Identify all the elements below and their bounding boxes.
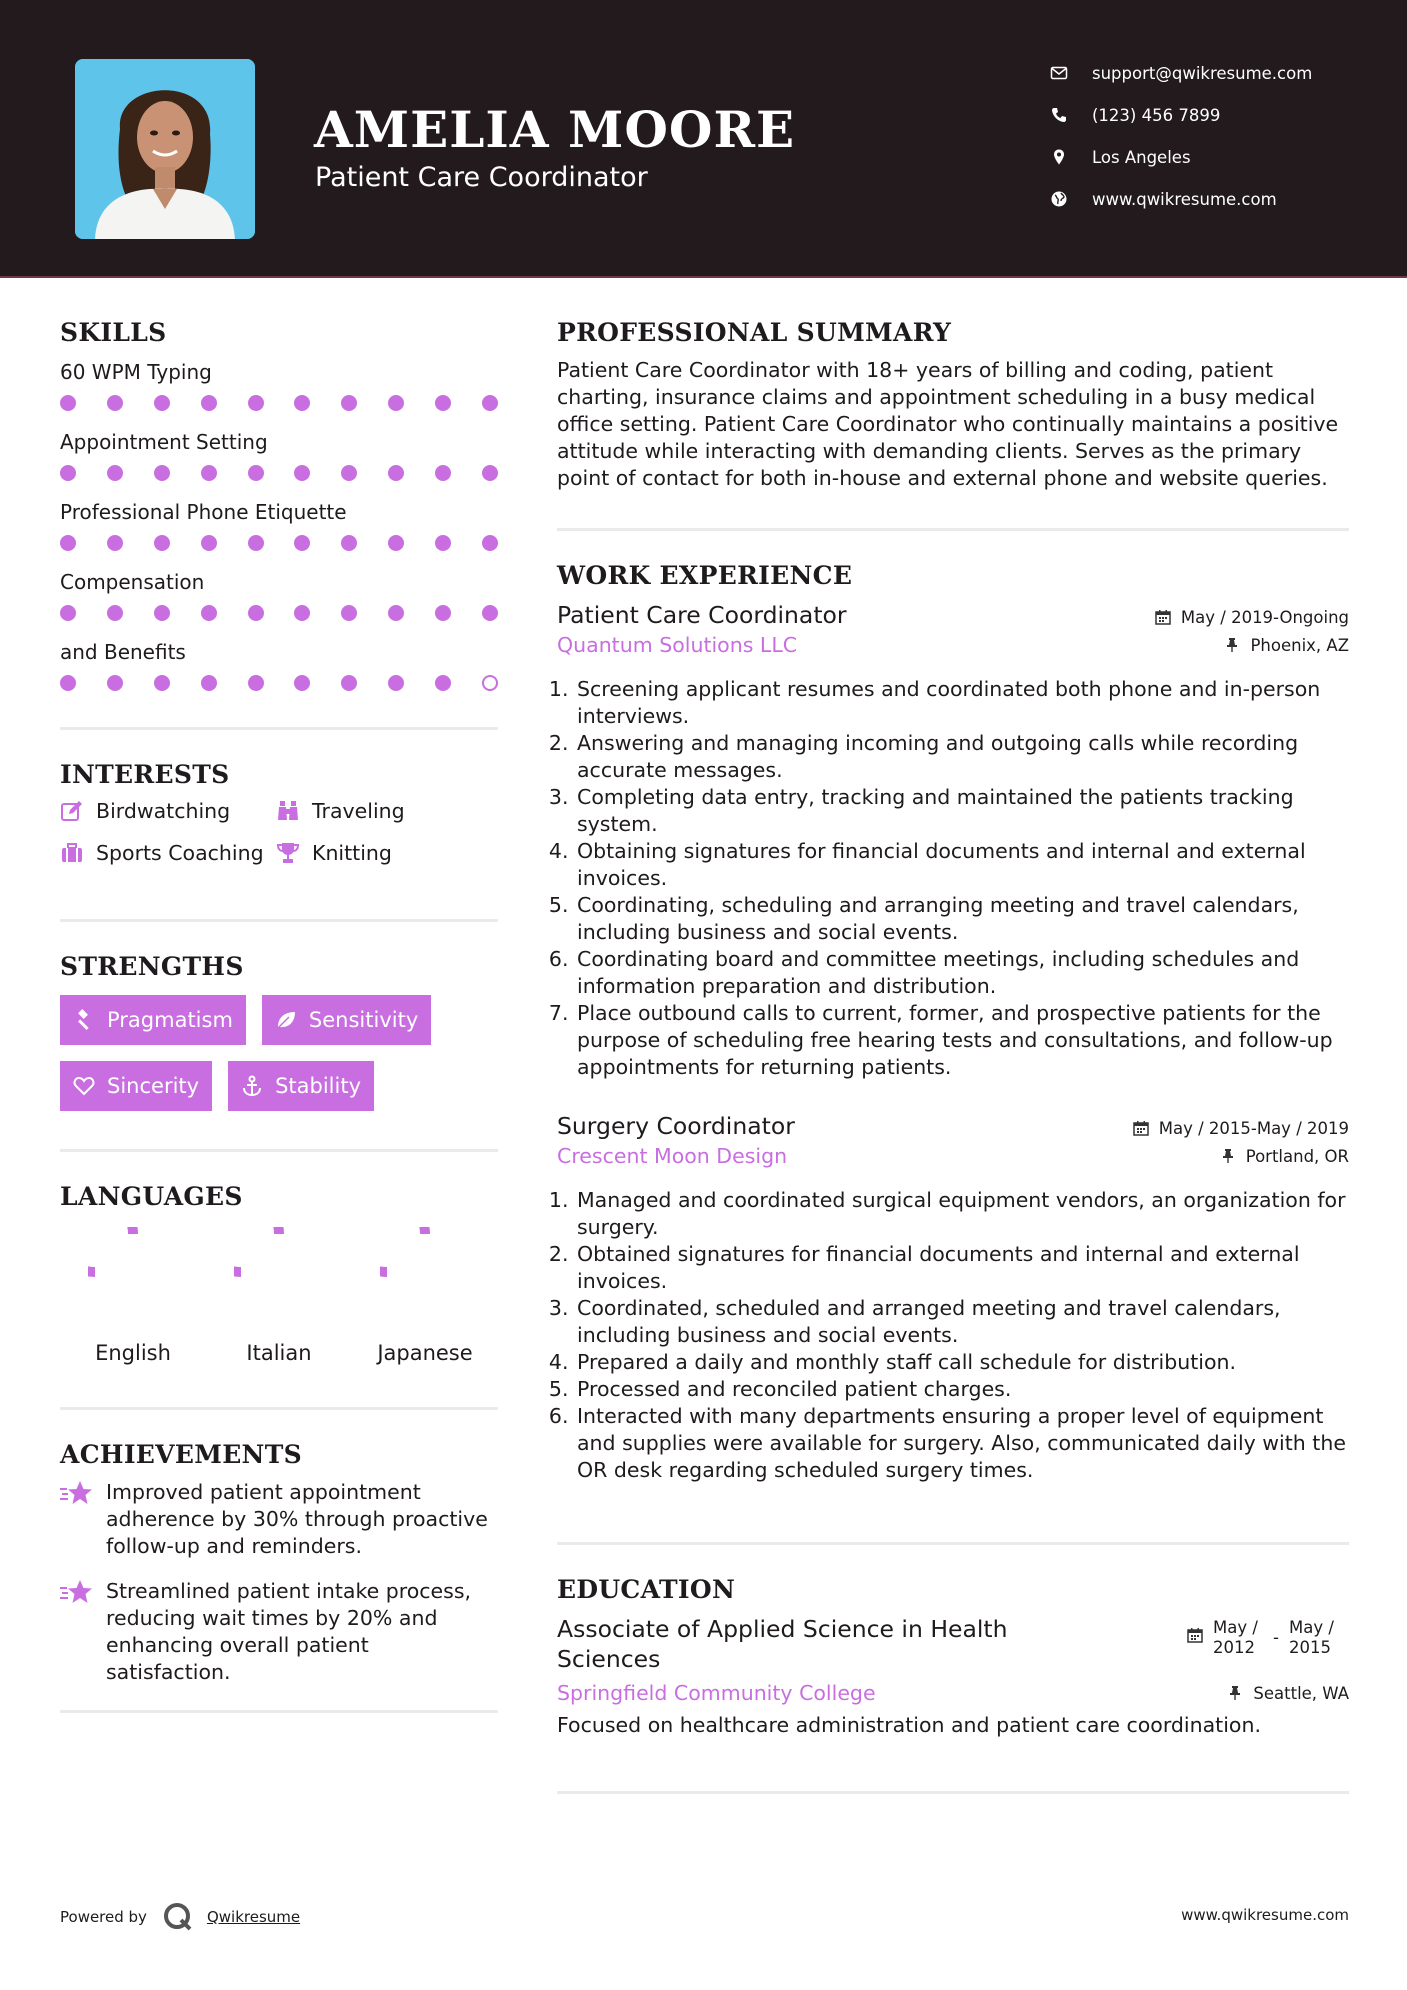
candidate-name: AMELIA MOORE xyxy=(314,100,796,159)
rating-dot-filled xyxy=(435,675,451,691)
rating-dot-filled xyxy=(154,535,170,551)
rating-dot-filled xyxy=(341,535,357,551)
rating-dot-filled xyxy=(60,605,76,621)
achievement-text: Streamlined patient intake process, reducing wait times by 20% and enhancing overall patient satisfaction. xyxy=(106,1579,472,1684)
section-divider xyxy=(60,727,498,730)
anchor-icon xyxy=(241,1075,263,1097)
strength-tag xyxy=(60,1061,212,1111)
degree-name: Associate of Applied Science in Health Sciences xyxy=(557,1615,1008,1673)
job-dates-text: May / 2015-May / 2019 xyxy=(1158,1118,1349,1138)
language-name: Japanese xyxy=(377,1341,473,1365)
pushpin-icon xyxy=(1220,1148,1236,1164)
interests-title: INTERESTS xyxy=(60,760,230,789)
education-section xyxy=(557,1575,1349,1739)
rating-dot-filled xyxy=(435,395,451,411)
footer-website[interactable]: www.qwikresume.com xyxy=(1181,1906,1349,1924)
job-location xyxy=(1224,632,1349,658)
interest-item xyxy=(60,799,276,823)
interest-label: Knitting xyxy=(312,841,392,865)
leaf-icon xyxy=(275,1009,297,1031)
experience-title: WORK EXPERIENCE xyxy=(557,561,853,590)
strengths-list xyxy=(60,995,498,1111)
job-dates xyxy=(1133,1115,1349,1141)
responsibility-item: 4. Obtaining signatures for financial documents and internal and external invoices. xyxy=(575,838,1349,892)
language-name: English xyxy=(95,1341,171,1365)
skill-name: Professional Phone Etiquette xyxy=(60,500,347,524)
responsibility-item: 1. Screening applicant resumes and coordinated both phone and in-person interviews. xyxy=(575,676,1349,730)
date-separator: - xyxy=(1273,1628,1279,1647)
achievement-item xyxy=(60,1578,498,1686)
rating-dot-filled xyxy=(60,465,76,481)
languages-title: LANGUAGES xyxy=(60,1182,243,1211)
brand-link[interactable]: Qwikresume xyxy=(206,1908,301,1926)
rating-dot-filled xyxy=(248,535,264,551)
language-name: Italian xyxy=(246,1341,312,1365)
star-icon xyxy=(60,1479,94,1507)
company-name: Quantum Solutions LLC xyxy=(557,633,798,657)
skills-title: SKILLS xyxy=(60,318,167,347)
rating-dot-filled xyxy=(482,535,498,551)
achievements-title: ACHIEVEMENTS xyxy=(60,1440,302,1469)
section-divider xyxy=(557,1542,1349,1545)
language-item xyxy=(60,1227,206,1365)
rating-dot-filled xyxy=(482,605,498,621)
contact-location-text: Los Angeles xyxy=(1092,147,1191,167)
pushpin-icon xyxy=(1227,1685,1243,1701)
school-name: Springfield Community College xyxy=(557,1681,876,1705)
language-proficiency-ring xyxy=(88,1227,178,1317)
job-entry xyxy=(557,600,1349,1081)
section-divider xyxy=(557,1791,1349,1794)
skill-rating xyxy=(60,605,498,621)
rating-dot-filled xyxy=(107,675,123,691)
education-header xyxy=(557,1614,1349,1674)
rating-dot-filled xyxy=(60,535,76,551)
rating-dot-filled xyxy=(248,675,264,691)
qwikresume-logo-icon xyxy=(161,1900,195,1934)
job-title: Surgery Coordinator xyxy=(557,1112,795,1140)
rating-dot-filled xyxy=(154,675,170,691)
calendar-icon xyxy=(1155,609,1171,625)
rating-dot-filled xyxy=(201,605,217,621)
rating-dot-filled xyxy=(482,395,498,411)
rating-dot-filled xyxy=(341,605,357,621)
strengths-title: STRENGTHS xyxy=(60,952,244,981)
job-title: Patient Care Coordinator xyxy=(557,601,847,629)
rating-dot-filled xyxy=(388,605,404,621)
summary-title: PROFESSIONAL SUMMARY xyxy=(557,318,952,347)
rating-dot-filled xyxy=(294,465,310,481)
contact-website-text: www.qwikresume.com xyxy=(1092,189,1277,209)
rating-dot-filled xyxy=(388,395,404,411)
skill-name: Compensation xyxy=(60,570,205,594)
rating-dot-filled xyxy=(294,675,310,691)
summary-section xyxy=(557,318,1349,492)
job-subheader xyxy=(557,630,1349,660)
job-dates xyxy=(1155,604,1349,630)
job-subheader xyxy=(557,1141,1349,1171)
rating-dot-filled xyxy=(341,465,357,481)
edit-icon xyxy=(60,799,84,823)
portrait-image xyxy=(75,59,255,239)
globe-icon xyxy=(1050,190,1068,208)
skill-rating xyxy=(60,535,498,551)
responsibility-item: 1. Managed and coordinated surgical equipment vendors, an organization for surgery. xyxy=(575,1187,1349,1241)
languages-list xyxy=(60,1227,498,1365)
achievement-item xyxy=(60,1479,498,1560)
phone-icon xyxy=(1050,106,1068,124)
binoculars-icon xyxy=(276,799,300,823)
strength-tag xyxy=(262,995,431,1045)
interest-item xyxy=(276,799,496,823)
candidate-title: Patient Care Coordinator xyxy=(315,162,648,193)
rating-dot-filled xyxy=(341,675,357,691)
strength-tag xyxy=(228,1061,374,1111)
job-header xyxy=(557,1111,1349,1141)
rating-dot-filled xyxy=(107,605,123,621)
education-end: May / 2015 xyxy=(1289,1618,1334,1657)
left-column xyxy=(60,318,498,1713)
responsibility-item: 5. Coordinating, scheduling and arranging meeting and travel calendars, including business and social events. xyxy=(575,892,1349,946)
skills-section xyxy=(60,318,498,691)
rating-dot-filled xyxy=(154,605,170,621)
languages-section xyxy=(60,1182,498,1365)
interest-item xyxy=(60,841,276,865)
job-location-text: Portland, OR xyxy=(1245,1146,1349,1166)
language-item xyxy=(352,1227,498,1365)
contact-phone-text: (123) 456 7899 xyxy=(1092,105,1221,125)
proficiency-arc xyxy=(234,1227,279,1272)
rating-dot-filled xyxy=(107,395,123,411)
responsibility-item: 2. Obtained signatures for financial documents and internal and external invoices. xyxy=(575,1241,1349,1295)
education-description: Focused on healthcare administration and patient care coordination. xyxy=(557,1713,1261,1737)
contact-location xyxy=(1050,136,1380,178)
rating-dot-filled xyxy=(107,465,123,481)
strength-label: Stability xyxy=(275,1074,362,1098)
section-divider xyxy=(60,1407,498,1410)
map-pin-icon xyxy=(1050,148,1068,166)
job-dates-text: May / 2019-Ongoing xyxy=(1180,607,1349,627)
contact-website[interactable] xyxy=(1050,178,1380,220)
rating-dot-filled xyxy=(154,395,170,411)
contact-email-text: support@qwikresume.com xyxy=(1092,63,1313,83)
interest-label: Traveling xyxy=(312,799,405,823)
job-location xyxy=(1220,1143,1349,1169)
experience-section xyxy=(557,561,1349,1484)
rating-dot-filled xyxy=(248,395,264,411)
rating-dot-filled xyxy=(60,675,76,691)
envelope-icon xyxy=(1050,64,1068,82)
education-title: EDUCATION xyxy=(557,1575,736,1604)
rating-dot-filled xyxy=(294,395,310,411)
rating-dot-filled xyxy=(107,535,123,551)
skill-rating xyxy=(60,465,498,481)
strength-label: Sensitivity xyxy=(308,1008,419,1032)
skill-name: 60 WPM Typing xyxy=(60,360,212,384)
contact-list xyxy=(1050,52,1380,220)
rating-dot-filled xyxy=(248,605,264,621)
gavel-icon xyxy=(73,1009,95,1031)
rating-dot-filled xyxy=(60,395,76,411)
company-name: Crescent Moon Design xyxy=(557,1144,788,1168)
profile-photo xyxy=(75,59,255,239)
job-responsibilities xyxy=(557,1187,1349,1484)
rating-dot-filled xyxy=(201,675,217,691)
achievements-section xyxy=(60,1440,498,1686)
skills-list xyxy=(60,357,498,691)
section-divider xyxy=(60,919,498,922)
rating-dot-filled xyxy=(154,465,170,481)
responsibility-item: 3. Completing data entry, tracking and maintained the patients tracking system. xyxy=(575,784,1349,838)
rating-dot-filled xyxy=(341,395,357,411)
skill-name: Appointment Setting xyxy=(60,430,268,454)
rating-dot-filled xyxy=(248,465,264,481)
interests-section xyxy=(60,760,498,865)
responsibility-item: 5. Processed and reconciled patient charges. xyxy=(575,1376,1349,1403)
rating-dot-filled xyxy=(294,605,310,621)
education-dates xyxy=(1187,1618,1349,1658)
skill-rating xyxy=(60,675,498,691)
contact-phone[interactable] xyxy=(1050,94,1380,136)
responsibility-item: 7. Place outbound calls to current, former, and prospective patients for the purpose of scheduling free hearing tests and consultations, and follow-up appointments for returning patients. xyxy=(575,1000,1349,1081)
heart-icon xyxy=(73,1075,95,1097)
proficiency-arc xyxy=(88,1227,133,1272)
rating-dot-empty xyxy=(482,675,498,691)
suitcase-icon xyxy=(60,841,84,865)
footer-branding xyxy=(60,1900,300,1934)
responsibility-item: 4. Prepared a daily and monthly staff call schedule for distribution. xyxy=(575,1349,1349,1376)
responsibility-item: 3. Coordinated, scheduled and arranged meeting and travel calendars, including business and social events. xyxy=(575,1295,1349,1349)
strengths-section xyxy=(60,952,498,1111)
rating-dot-filled xyxy=(435,605,451,621)
job-responsibilities xyxy=(557,676,1349,1081)
rating-dot-filled xyxy=(388,465,404,481)
language-proficiency-ring xyxy=(234,1227,324,1317)
calendar-icon xyxy=(1187,1627,1203,1643)
responsibility-item: 6. Interacted with many departments ensuring a proper level of equipment and supplies were available for surgery. Also, communicated daily with the OR desk regarding scheduled surgery times. xyxy=(575,1403,1349,1484)
section-divider xyxy=(60,1710,498,1713)
calendar-icon xyxy=(1133,1120,1149,1136)
skill-name: and Benefits xyxy=(60,640,186,664)
job-location-text: Phoenix, AZ xyxy=(1250,635,1349,655)
education-location-text: Seattle, WA xyxy=(1253,1683,1349,1703)
rating-dot-filled xyxy=(388,535,404,551)
achievement-text: Improved patient appointment adherence by 30% through proactive follow-up and reminders. xyxy=(106,1480,488,1558)
rating-dot-filled xyxy=(201,465,217,481)
strength-label: Pragmatism xyxy=(107,1008,233,1032)
interest-label: Birdwatching xyxy=(96,799,231,823)
rating-dot-filled xyxy=(201,395,217,411)
strength-tag xyxy=(60,995,246,1045)
education-subheader xyxy=(557,1678,1349,1708)
rating-dot-filled xyxy=(388,675,404,691)
interests-list xyxy=(60,799,498,865)
summary-text: Patient Care Coordinator with 18+ years of billing and coding, patient charting, insurance claims and appointment scheduling in a busy medical office setting. Patient Care Coordinator who continually maintains a positive attitude while interacting with demanding clients. Serves as the primary point of contact for both in-house and external phone and website queries. xyxy=(557,358,1339,490)
education-start: May / 2012 xyxy=(1213,1618,1258,1657)
skill-rating xyxy=(60,395,498,411)
language-proficiency-ring xyxy=(380,1227,470,1317)
proficiency-arc xyxy=(380,1227,425,1272)
education-location xyxy=(1227,1680,1349,1706)
section-divider xyxy=(557,528,1349,531)
interest-item xyxy=(276,841,496,865)
job-header xyxy=(557,600,1349,630)
contact-email[interactable] xyxy=(1050,52,1380,94)
right-column xyxy=(557,318,1349,1794)
language-item xyxy=(206,1227,352,1365)
pushpin-icon xyxy=(1224,637,1240,653)
trophy-icon xyxy=(276,841,300,865)
responsibility-item: 2. Answering and managing incoming and outgoing calls while recording accurate messages. xyxy=(575,730,1349,784)
rating-dot-filled xyxy=(435,535,451,551)
job-entry xyxy=(557,1111,1349,1484)
powered-by-text: Powered by xyxy=(60,1908,147,1926)
rating-dot-filled xyxy=(482,465,498,481)
strength-label: Sincerity xyxy=(107,1074,200,1098)
section-divider xyxy=(60,1149,498,1152)
responsibility-item: 6. Coordinating board and committee meetings, including schedules and information preparation and distribution. xyxy=(575,946,1349,1000)
interest-label: Sports Coaching xyxy=(96,841,264,865)
rating-dot-filled xyxy=(201,535,217,551)
star-icon xyxy=(60,1578,94,1606)
header xyxy=(0,0,1407,278)
rating-dot-filled xyxy=(294,535,310,551)
rating-dot-filled xyxy=(435,465,451,481)
